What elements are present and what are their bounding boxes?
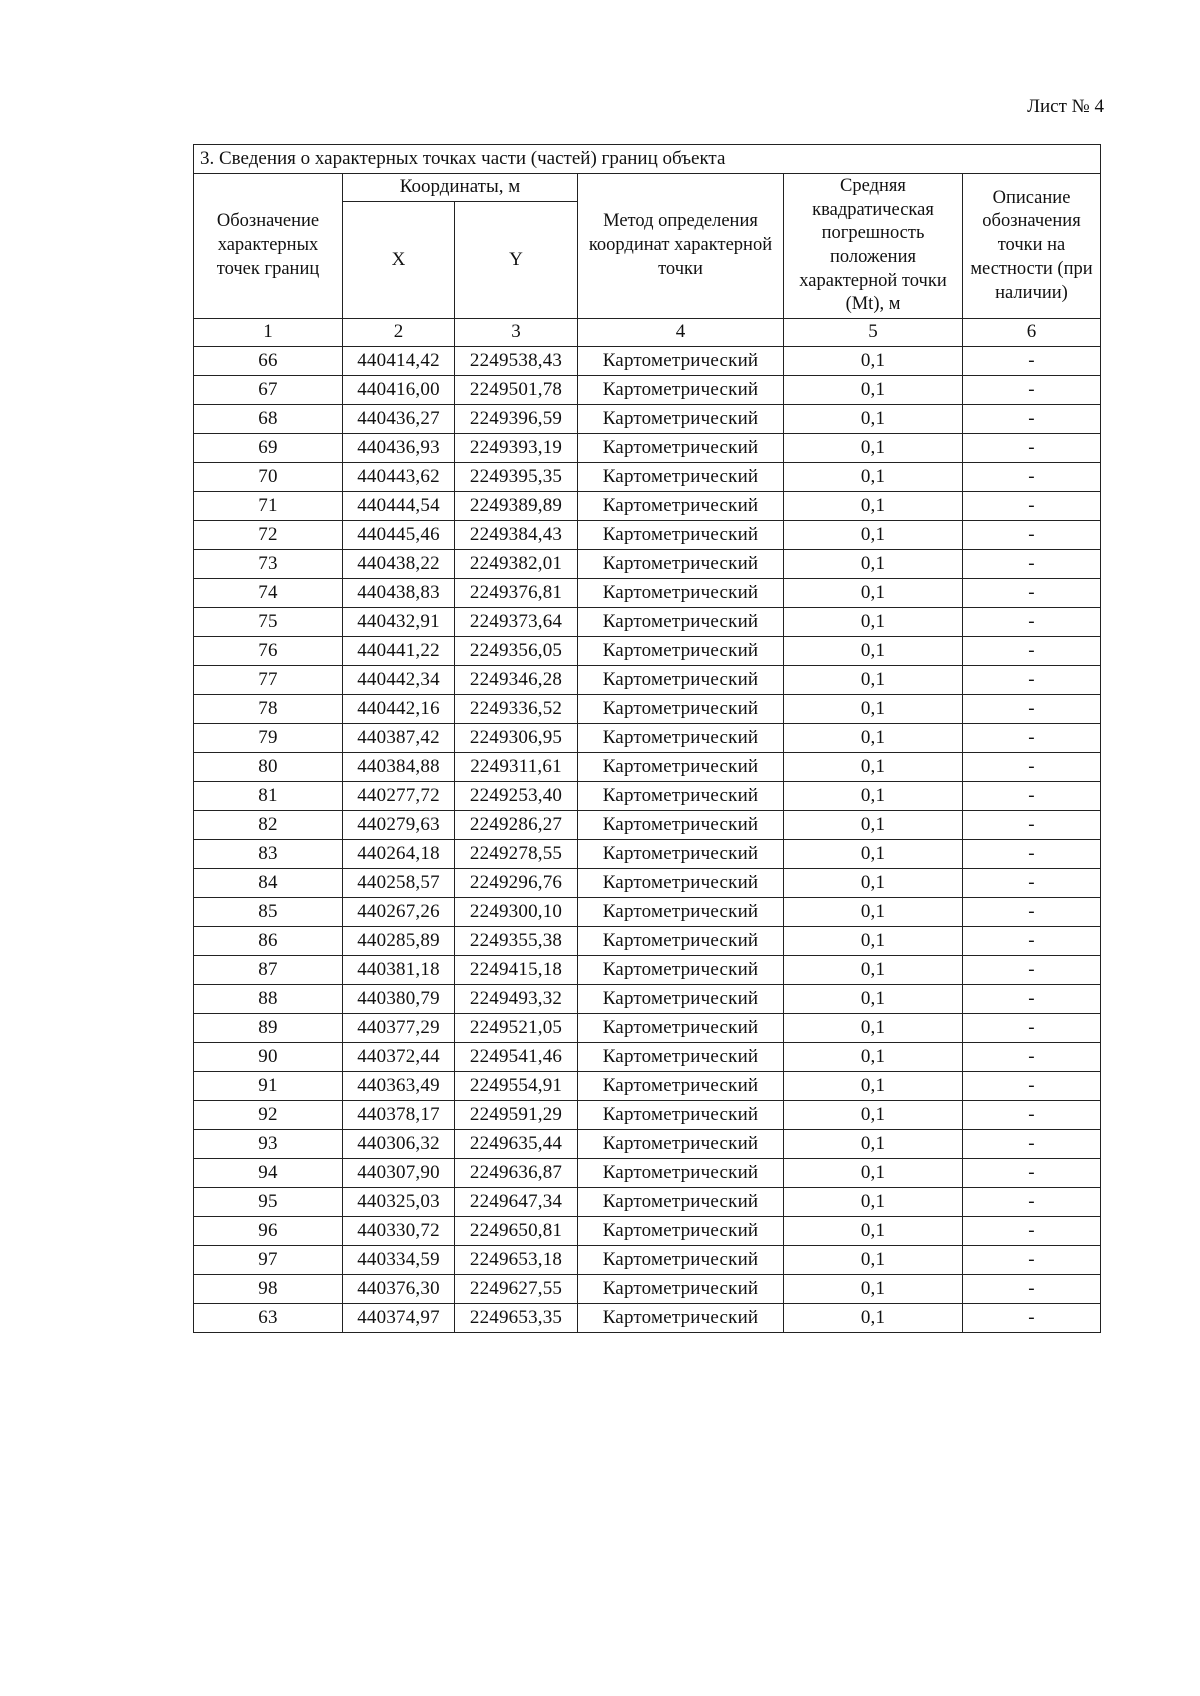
sheet-number-label: Лист № 4: [1027, 96, 1104, 117]
cell-mean-error: 0,1: [784, 898, 963, 927]
cell-y: 2249278,55: [455, 840, 578, 869]
cell-x: 440330,72: [343, 1217, 455, 1246]
cell-mean-error: 0,1: [784, 1014, 963, 1043]
cell-y: 2249493,32: [455, 985, 578, 1014]
table-row: [194, 550, 1101, 579]
column-number: 2: [343, 319, 455, 347]
cell-x: 440436,27: [343, 405, 455, 434]
cell-description: -: [963, 579, 1101, 608]
cell-mean-error: 0,1: [784, 434, 963, 463]
cell-point: 92: [194, 1101, 343, 1130]
cell-point: 87: [194, 956, 343, 985]
cell-method: Картометрический: [578, 985, 784, 1014]
cell-method: Картометрический: [578, 927, 784, 956]
cell-y: 2249311,61: [455, 753, 578, 782]
cell-y: 2249384,43: [455, 521, 578, 550]
table-row: [194, 1188, 1101, 1217]
cell-description: -: [963, 1159, 1101, 1188]
cell-point: 97: [194, 1246, 343, 1275]
cell-x: 440325,03: [343, 1188, 455, 1217]
column-number: 1: [194, 319, 343, 347]
cell-description: -: [963, 985, 1101, 1014]
cell-point: 91: [194, 1072, 343, 1101]
column-number: 3: [455, 319, 578, 347]
cell-x: 440436,93: [343, 434, 455, 463]
table-row: [194, 579, 1101, 608]
cell-point: 95: [194, 1188, 343, 1217]
cell-method: Картометрический: [578, 347, 784, 376]
cell-x: 440380,79: [343, 985, 455, 1014]
cell-method: Картометрический: [578, 811, 784, 840]
cell-point: 84: [194, 869, 343, 898]
cell-mean-error: 0,1: [784, 753, 963, 782]
cell-x: 440416,00: [343, 376, 455, 405]
cell-method: Картометрический: [578, 1130, 784, 1159]
table-row: [194, 927, 1101, 956]
cell-point: 73: [194, 550, 343, 579]
cell-y: 2249635,44: [455, 1130, 578, 1159]
cell-point: 69: [194, 434, 343, 463]
table-row: [194, 898, 1101, 927]
cell-y: 2249636,87: [455, 1159, 578, 1188]
cell-mean-error: 0,1: [784, 956, 963, 985]
cell-x: 440438,83: [343, 579, 455, 608]
table-row: [194, 376, 1101, 405]
cell-x: 440264,18: [343, 840, 455, 869]
cell-mean-error: 0,1: [784, 1188, 963, 1217]
cell-point: 81: [194, 782, 343, 811]
table-row: [194, 1043, 1101, 1072]
table-row: [194, 637, 1101, 666]
table-row: [194, 1101, 1101, 1130]
table-row: [194, 985, 1101, 1014]
cell-y: 2249376,81: [455, 579, 578, 608]
cell-description: -: [963, 1246, 1101, 1275]
cell-description: -: [963, 1217, 1101, 1246]
cell-method: Картометрический: [578, 376, 784, 405]
cell-mean-error: 0,1: [784, 869, 963, 898]
table-row: [194, 608, 1101, 637]
table-row: [194, 1014, 1101, 1043]
cell-description: -: [963, 1043, 1101, 1072]
cell-point: 71: [194, 492, 343, 521]
cell-y: 2249538,43: [455, 347, 578, 376]
cell-point: 90: [194, 1043, 343, 1072]
cell-x: 440432,91: [343, 608, 455, 637]
cell-point: 82: [194, 811, 343, 840]
cell-method: Картометрический: [578, 405, 784, 434]
cell-description: -: [963, 550, 1101, 579]
table-row: [194, 1275, 1101, 1304]
cell-y: 2249300,10: [455, 898, 578, 927]
cell-x: 440378,17: [343, 1101, 455, 1130]
table-row: [194, 492, 1101, 521]
cell-mean-error: 0,1: [784, 840, 963, 869]
cell-mean-error: 0,1: [784, 985, 963, 1014]
cell-point: 63: [194, 1304, 343, 1333]
table-header: [194, 145, 1101, 347]
cell-description: -: [963, 956, 1101, 985]
cell-x: 440334,59: [343, 1246, 455, 1275]
cell-point: 89: [194, 1014, 343, 1043]
cell-method: Картометрический: [578, 521, 784, 550]
cell-point: 93: [194, 1130, 343, 1159]
cell-description: -: [963, 811, 1101, 840]
cell-mean-error: 0,1: [784, 1304, 963, 1333]
table-row: [194, 463, 1101, 492]
table-row: [194, 666, 1101, 695]
cell-mean-error: 0,1: [784, 1246, 963, 1275]
cell-description: -: [963, 608, 1101, 637]
cell-description: -: [963, 1101, 1101, 1130]
cell-description: -: [963, 898, 1101, 927]
cell-point: 88: [194, 985, 343, 1014]
cell-method: Картометрический: [578, 550, 784, 579]
table-row: [194, 1246, 1101, 1275]
cell-method: Картометрический: [578, 579, 784, 608]
table-row: [194, 782, 1101, 811]
cell-description: -: [963, 840, 1101, 869]
cell-mean-error: 0,1: [784, 927, 963, 956]
cell-y: 2249554,91: [455, 1072, 578, 1101]
table-row: [194, 434, 1101, 463]
table-row: [194, 347, 1101, 376]
cell-method: Картометрический: [578, 666, 784, 695]
cell-description: -: [963, 434, 1101, 463]
cell-method: Картометрический: [578, 434, 784, 463]
table-row: [194, 695, 1101, 724]
cell-point: 75: [194, 608, 343, 637]
cell-method: Картометрический: [578, 956, 784, 985]
cell-mean-error: 0,1: [784, 579, 963, 608]
header-coordinates: Координаты, м: [343, 174, 578, 202]
cell-method: Картометрический: [578, 637, 784, 666]
cell-description: -: [963, 869, 1101, 898]
cell-mean-error: 0,1: [784, 376, 963, 405]
cell-description: -: [963, 753, 1101, 782]
header-point-designation: Обозначение характерных точек границ: [194, 174, 343, 319]
cell-description: -: [963, 695, 1101, 724]
cell-y: 2249650,81: [455, 1217, 578, 1246]
cell-method: Картометрический: [578, 782, 784, 811]
cell-mean-error: 0,1: [784, 1217, 963, 1246]
cell-x: 440441,22: [343, 637, 455, 666]
cell-y: 2249541,46: [455, 1043, 578, 1072]
header-mean-error: Средняя квадратическая погрешность положения характерной точки (Mt), м: [784, 174, 963, 319]
cell-method: Картометрический: [578, 695, 784, 724]
cell-point: 67: [194, 376, 343, 405]
cell-method: Картометрический: [578, 492, 784, 521]
cell-y: 2249653,18: [455, 1246, 578, 1275]
cell-mean-error: 0,1: [784, 1159, 963, 1188]
cell-y: 2249296,76: [455, 869, 578, 898]
cell-mean-error: 0,1: [784, 782, 963, 811]
cell-x: 440443,62: [343, 463, 455, 492]
cell-point: 86: [194, 927, 343, 956]
cell-y: 2249501,78: [455, 376, 578, 405]
cell-y: 2249627,55: [455, 1275, 578, 1304]
cell-y: 2249521,05: [455, 1014, 578, 1043]
cell-method: Картометрический: [578, 1275, 784, 1304]
column-number: 5: [784, 319, 963, 347]
header-y: Y: [455, 202, 578, 319]
cell-method: Картометрический: [578, 1072, 784, 1101]
cell-point: 85: [194, 898, 343, 927]
cell-y: 2249415,18: [455, 956, 578, 985]
header-description: Описание обозначения точки на местности (при наличии): [963, 174, 1101, 319]
cell-x: 440445,46: [343, 521, 455, 550]
cell-x: 440381,18: [343, 956, 455, 985]
cell-point: 72: [194, 521, 343, 550]
cell-point: 98: [194, 1275, 343, 1304]
cell-x: 440306,32: [343, 1130, 455, 1159]
cell-method: Картометрический: [578, 1188, 784, 1217]
table-title: 3. Сведения о характерных точках части (частей) границ объекта: [194, 145, 1101, 174]
cell-point: 74: [194, 579, 343, 608]
cell-y: 2249356,05: [455, 637, 578, 666]
cell-mean-error: 0,1: [784, 1130, 963, 1159]
cell-method: Картометрический: [578, 463, 784, 492]
cell-description: -: [963, 724, 1101, 753]
table-body: [194, 347, 1101, 1333]
cell-x: 440279,63: [343, 811, 455, 840]
cell-description: -: [963, 405, 1101, 434]
table-row: [194, 1159, 1101, 1188]
cell-method: Картометрический: [578, 1304, 784, 1333]
cell-point: 77: [194, 666, 343, 695]
cell-point: 83: [194, 840, 343, 869]
cell-point: 70: [194, 463, 343, 492]
cell-description: -: [963, 521, 1101, 550]
table-row: [194, 956, 1101, 985]
boundary-points-table: [193, 144, 1101, 1333]
cell-x: 440363,49: [343, 1072, 455, 1101]
cell-x: 440277,72: [343, 782, 455, 811]
cell-y: 2249395,35: [455, 463, 578, 492]
table-row: [194, 869, 1101, 898]
cell-mean-error: 0,1: [784, 608, 963, 637]
cell-y: 2249393,19: [455, 434, 578, 463]
table-row: [194, 1072, 1101, 1101]
cell-x: 440387,42: [343, 724, 455, 753]
cell-x: 440438,22: [343, 550, 455, 579]
table-row: [194, 1130, 1101, 1159]
cell-method: Картометрический: [578, 1101, 784, 1130]
cell-x: 440414,42: [343, 347, 455, 376]
table-row: [194, 811, 1101, 840]
cell-x: 440372,44: [343, 1043, 455, 1072]
cell-point: 94: [194, 1159, 343, 1188]
cell-x: 440267,26: [343, 898, 455, 927]
cell-mean-error: 0,1: [784, 463, 963, 492]
cell-mean-error: 0,1: [784, 695, 963, 724]
cell-point: 66: [194, 347, 343, 376]
cell-point: 78: [194, 695, 343, 724]
cell-description: -: [963, 637, 1101, 666]
cell-description: -: [963, 1304, 1101, 1333]
cell-mean-error: 0,1: [784, 521, 963, 550]
cell-method: Картометрический: [578, 1043, 784, 1072]
cell-description: -: [963, 1275, 1101, 1304]
cell-method: Картометрический: [578, 840, 784, 869]
cell-method: Картометрический: [578, 898, 784, 927]
cell-description: -: [963, 1188, 1101, 1217]
cell-point: 76: [194, 637, 343, 666]
cell-method: Картометрический: [578, 753, 784, 782]
table-row: [194, 1304, 1101, 1333]
cell-mean-error: 0,1: [784, 1101, 963, 1130]
cell-description: -: [963, 376, 1101, 405]
cell-method: Картометрический: [578, 1246, 784, 1275]
cell-y: 2249382,01: [455, 550, 578, 579]
cell-mean-error: 0,1: [784, 492, 963, 521]
cell-x: 440384,88: [343, 753, 455, 782]
cell-description: -: [963, 347, 1101, 376]
cell-mean-error: 0,1: [784, 724, 963, 753]
cell-mean-error: 0,1: [784, 637, 963, 666]
cell-y: 2249286,27: [455, 811, 578, 840]
cell-x: 440285,89: [343, 927, 455, 956]
cell-y: 2249253,40: [455, 782, 578, 811]
cell-method: Картометрический: [578, 608, 784, 637]
cell-method: Картометрический: [578, 869, 784, 898]
cell-x: 440258,57: [343, 869, 455, 898]
column-number: 6: [963, 319, 1101, 347]
cell-mean-error: 0,1: [784, 1043, 963, 1072]
header-method: Метод определения координат характерной точки: [578, 174, 784, 319]
cell-y: 2249396,59: [455, 405, 578, 434]
cell-mean-error: 0,1: [784, 811, 963, 840]
cell-x: 440442,34: [343, 666, 455, 695]
cell-x: 440444,54: [343, 492, 455, 521]
cell-mean-error: 0,1: [784, 550, 963, 579]
cell-method: Картометрический: [578, 724, 784, 753]
header-x: X: [343, 202, 455, 319]
cell-y: 2249591,29: [455, 1101, 578, 1130]
cell-description: -: [963, 782, 1101, 811]
cell-description: -: [963, 463, 1101, 492]
cell-mean-error: 0,1: [784, 347, 963, 376]
cell-point: 96: [194, 1217, 343, 1246]
cell-point: 79: [194, 724, 343, 753]
cell-method: Картометрический: [578, 1217, 784, 1246]
table-row: [194, 753, 1101, 782]
cell-description: -: [963, 1014, 1101, 1043]
cell-description: -: [963, 927, 1101, 956]
cell-y: 2249653,35: [455, 1304, 578, 1333]
table-row: [194, 1217, 1101, 1246]
cell-y: 2249389,89: [455, 492, 578, 521]
table-row: [194, 724, 1101, 753]
cell-description: -: [963, 666, 1101, 695]
cell-x: 440376,30: [343, 1275, 455, 1304]
cell-y: 2249336,52: [455, 695, 578, 724]
cell-y: 2249647,34: [455, 1188, 578, 1217]
cell-method: Картометрический: [578, 1014, 784, 1043]
table-row: [194, 521, 1101, 550]
cell-y: 2249306,95: [455, 724, 578, 753]
cell-y: 2249346,28: [455, 666, 578, 695]
table-row: [194, 405, 1101, 434]
cell-point: 68: [194, 405, 343, 434]
cell-mean-error: 0,1: [784, 666, 963, 695]
cell-y: 2249373,64: [455, 608, 578, 637]
table-row: [194, 840, 1101, 869]
column-number-row: [194, 319, 1101, 347]
cell-mean-error: 0,1: [784, 1072, 963, 1101]
cell-mean-error: 0,1: [784, 405, 963, 434]
cell-description: -: [963, 1072, 1101, 1101]
cell-method: Картометрический: [578, 1159, 784, 1188]
cell-mean-error: 0,1: [784, 1275, 963, 1304]
cell-x: 440374,97: [343, 1304, 455, 1333]
cell-description: -: [963, 1130, 1101, 1159]
cell-description: -: [963, 492, 1101, 521]
cell-x: 440442,16: [343, 695, 455, 724]
cell-x: 440377,29: [343, 1014, 455, 1043]
cell-x: 440307,90: [343, 1159, 455, 1188]
column-number: 4: [578, 319, 784, 347]
cell-point: 80: [194, 753, 343, 782]
cell-y: 2249355,38: [455, 927, 578, 956]
